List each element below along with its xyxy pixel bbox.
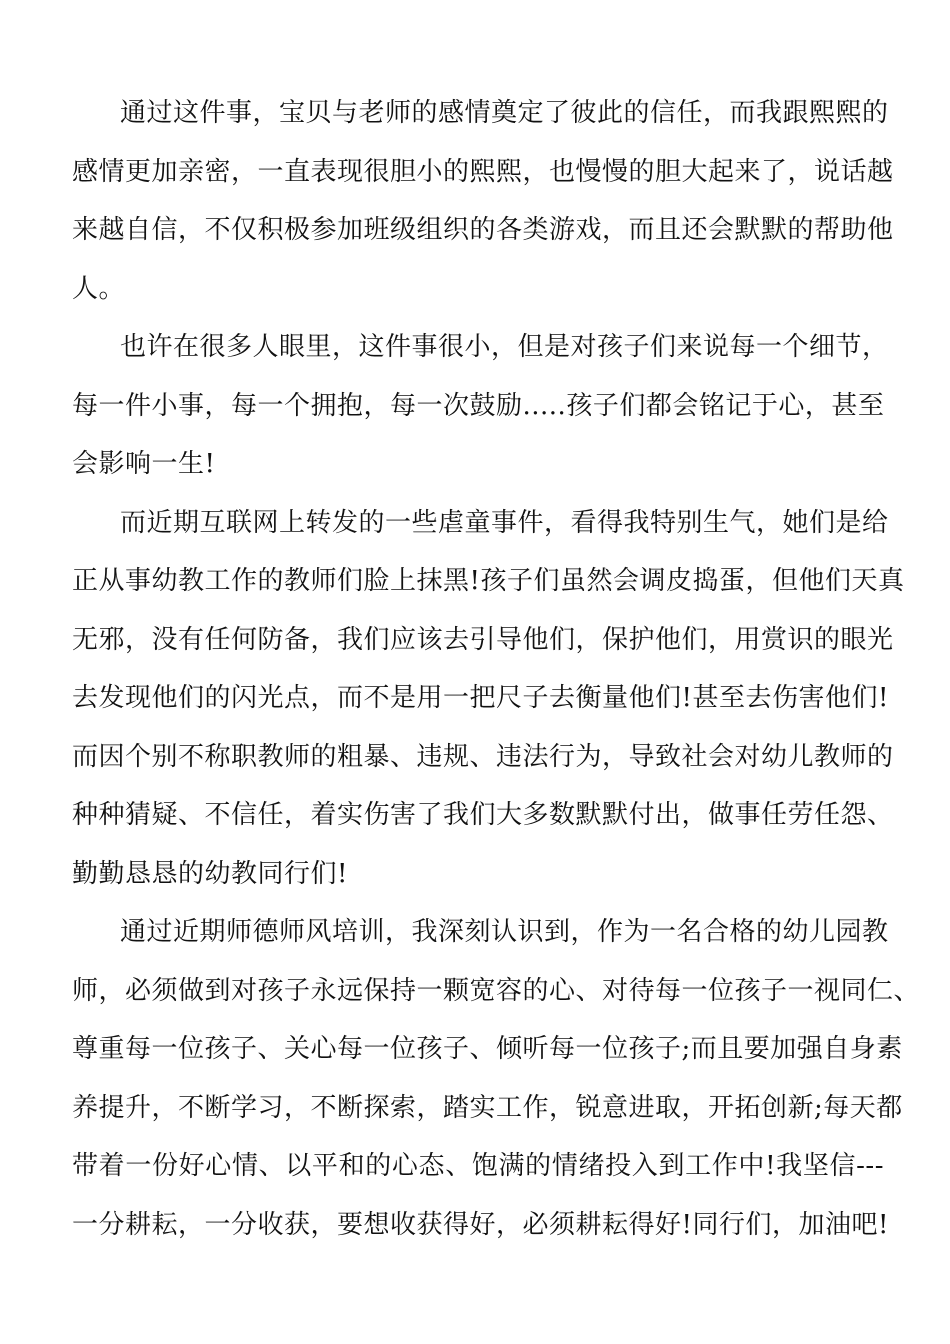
paragraph-4-line-2: 师，必须做到对孩子永远保持一颗宽容的心、对待每一位孩子一视同仁、 (72, 976, 921, 1006)
paragraph-3-line-3: 无邪，没有任何防备，我们应该去引导他们，保护他们，用赏识的眼光 (72, 625, 894, 655)
paragraph-4-line-1: 通过近期师德师风培训，我深刻认识到，作为一名合格的幼儿园教 (120, 917, 889, 947)
paragraph-1-line-4: 人。 (72, 274, 126, 304)
paragraph-1-line-1: 通过这件事，宝贝与老师的感情奠定了彼此的信任，而我跟熙熙的 (120, 98, 889, 128)
paragraph-4-line-3: 尊重每一位孩子、关心每一位孩子、倾听每一位孩子;而且要加强自身素 (72, 1034, 903, 1064)
paragraph-3-line-4: 去发现他们的闪光点，而不是用一把尺子去衡量他们!甚至去伤害他们! (72, 683, 889, 713)
paragraph-2-line-3: 会影响一生! (72, 449, 216, 479)
paragraph-3-line-1: 而近期互联网上转发的一些虐童事件，看得我特别生气，她们是给 (120, 508, 889, 538)
paragraph-1-line-2: 感情更加亲密，一直表现很胆小的熙熙，也慢慢的胆大起来了，说话越 (72, 157, 894, 187)
paragraph-4-line-5: 带着一份好心情、以平和的心态、饱满的情绪投入到工作中!我坚信--- (72, 1151, 884, 1181)
paragraph-2-line-2: 每一件小事，每一个拥抱，每一次鼓励.....孩子们都会铭记于心，甚至 (72, 391, 885, 421)
paragraph-4-line-4: 养提升，不断学习，不断探索，踏实工作，锐意进取，开拓创新;每天都 (72, 1093, 903, 1123)
paragraph-2-line-1: 也许在很多人眼里，这件事很小，但是对孩子们来说每一个细节， (120, 332, 889, 362)
paragraph-3-line-7: 勤勤恳恳的幼教同行们! (72, 859, 348, 889)
paragraph-3-line-2: 正从事幼教工作的教师们脸上抹黑!孩子们虽然会调皮捣蛋，但他们天真 (72, 566, 905, 596)
paragraph-1-line-3: 来越自信，不仅积极参加班级组织的各类游戏，而且还会默默的帮助他 (72, 215, 894, 245)
paragraph-4-line-6: 一分耕耘，一分收获，要想收获得好，必须耕耘得好!同行们，加油吧! (72, 1210, 889, 1240)
paragraph-3-line-6: 种种猜疑、不信任，着实伤害了我们大多数默默付出，做事任劳任怨、 (72, 800, 894, 830)
paragraph-3-line-5: 而因个别不称职教师的粗暴、违规、违法行为，导致社会对幼儿教师的 (72, 742, 894, 772)
